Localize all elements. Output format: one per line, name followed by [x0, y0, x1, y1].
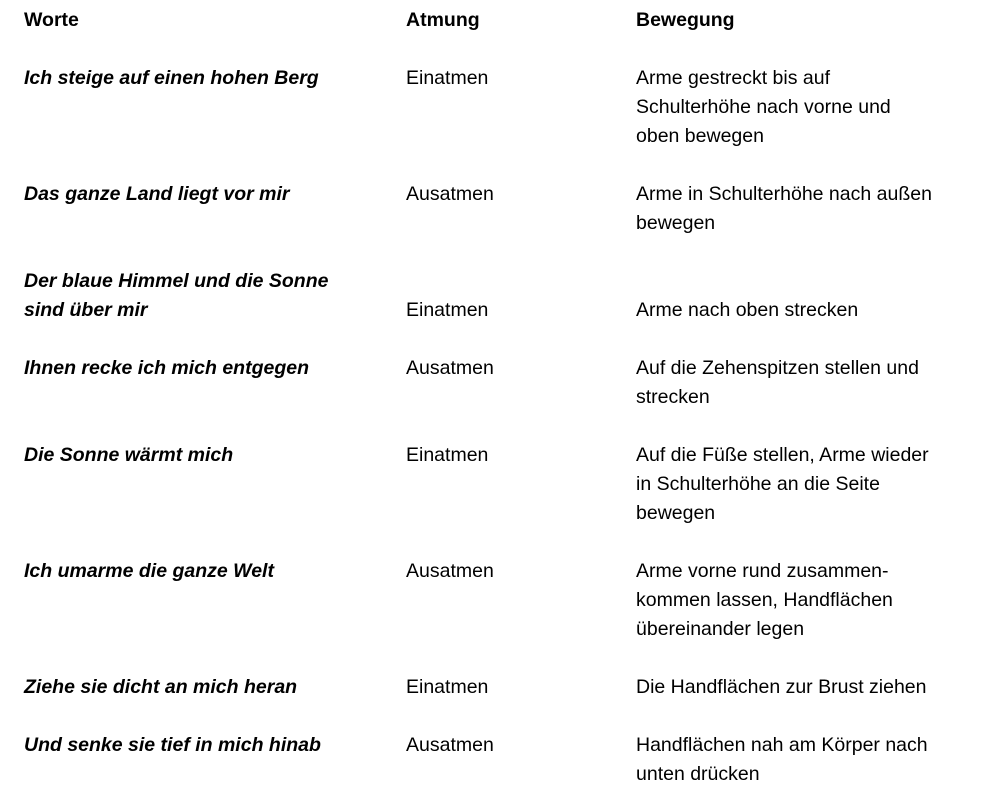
row-bewegung: Arme in Schulterhöhe nach außen bewegen — [636, 183, 932, 234]
row-worte: Der blaue Himmel und die Sonne sind über mir — [24, 270, 329, 321]
row-atmung: Ausatmen — [406, 560, 494, 582]
row-atmung: Einatmen — [406, 67, 489, 89]
row-bewegung: Arme vorne rund zusammen- kommen lassen, Handflächen übereinander legen — [636, 560, 893, 640]
row-worte: Die Sonne wärmt mich — [24, 444, 234, 466]
row-atmung: Einatmen — [406, 299, 489, 321]
row-bewegung: Arme nach oben strecken — [636, 299, 859, 321]
row-bewegung: Auf die Füße stellen, Arme wieder in Schulterhöhe an die Seite bewegen — [636, 444, 929, 524]
row-worte: Das ganze Land liegt vor mir — [24, 183, 290, 205]
row-worte: Und senke sie tief in mich hinab — [24, 734, 321, 756]
row-worte: Ich umarme die ganze Welt — [24, 560, 274, 582]
row-atmung: Einatmen — [406, 676, 489, 698]
header-atmung: Atmung — [406, 9, 480, 31]
row-bewegung: Handflächen nah am Körper nach unten drücken — [636, 734, 928, 785]
row-worte: Ihnen recke ich mich entgegen — [24, 357, 309, 379]
row-bewegung: Arme gestreckt bis auf Schulterhöhe nach vorne und oben bewegen — [636, 67, 891, 147]
header-worte: Worte — [24, 9, 79, 31]
row-worte: Ziehe sie dicht an mich heran — [24, 676, 298, 698]
row-atmung: Einatmen — [406, 444, 489, 466]
row-bewegung: Die Handflächen zur Brust ziehen — [636, 676, 927, 698]
header-bewegung: Bewegung — [636, 9, 735, 31]
row-worte: Ich steige auf einen hohen Berg — [24, 67, 319, 89]
row-atmung: Ausatmen — [406, 734, 494, 756]
row-atmung: Ausatmen — [406, 183, 494, 205]
row-bewegung: Auf die Zehenspitzen stellen und strecken — [636, 357, 919, 408]
row-atmung: Ausatmen — [406, 357, 494, 379]
